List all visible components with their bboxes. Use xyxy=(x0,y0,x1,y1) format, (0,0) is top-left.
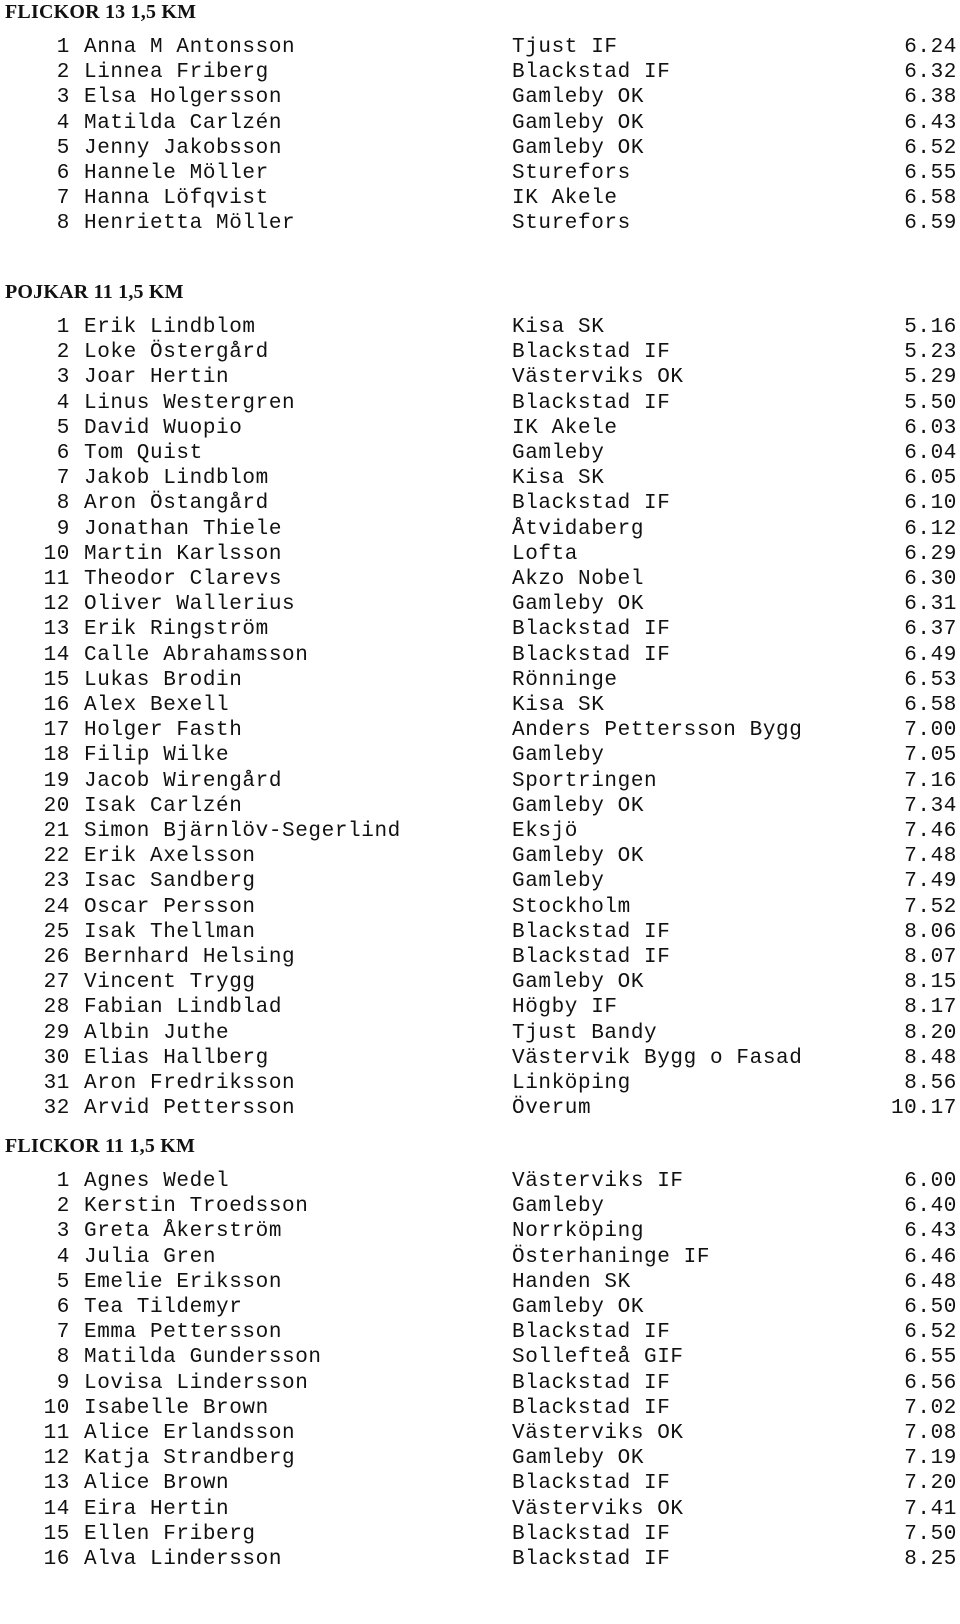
result-time: 6.50 xyxy=(904,1296,957,1319)
result-row xyxy=(0,1345,960,1371)
result-time: 6.05 xyxy=(904,467,957,491)
result-time: 5.50 xyxy=(904,391,957,415)
result-name: Vincent Trygg xyxy=(84,971,256,995)
result-time: 8.20 xyxy=(904,1021,957,1045)
result-rank: 1 xyxy=(56,1170,70,1193)
section-title: FLICKOR 11 1,5 KM xyxy=(5,1135,196,1157)
result-row xyxy=(0,743,960,769)
result-row xyxy=(0,35,960,61)
result-name: Jonathan Thiele xyxy=(84,517,283,541)
result-club: Österhaninge IF xyxy=(512,1245,711,1269)
result-club: Gamleby xyxy=(512,442,605,465)
result-row xyxy=(0,1071,960,1097)
result-name: Loke Östergård xyxy=(84,341,269,365)
result-club: Blackstad IF xyxy=(512,1396,671,1420)
result-name: Eira Hertin xyxy=(84,1497,230,1521)
result-name: David Wuopio xyxy=(84,416,243,440)
result-time: 7.46 xyxy=(904,820,957,843)
result-name: Emelie Eriksson xyxy=(84,1270,283,1294)
result-row xyxy=(0,592,960,618)
result-row xyxy=(0,844,960,870)
result-rank: 4 xyxy=(56,111,70,135)
result-time: 6.37 xyxy=(904,618,957,642)
result-club: Gamleby OK xyxy=(512,971,645,995)
result-name: Julia Gren xyxy=(84,1245,217,1269)
result-name: Joar Hertin xyxy=(84,366,230,390)
result-rank: 19 xyxy=(43,769,70,793)
result-club: Blackstad IF xyxy=(512,920,671,944)
result-rank: 3 xyxy=(56,366,70,390)
result-rank: 20 xyxy=(43,794,70,818)
result-club: Gamleby OK xyxy=(512,136,645,160)
result-name: Tea Tildemyr xyxy=(84,1296,243,1319)
result-rank: 15 xyxy=(43,1522,70,1546)
result-row xyxy=(0,85,960,111)
result-rank: 28 xyxy=(43,996,70,1020)
result-club: Västervik Bygg o Fasad xyxy=(512,1046,803,1070)
result-rank: 2 xyxy=(56,61,70,85)
result-name: Linnea Friberg xyxy=(84,61,269,85)
result-time: 7.49 xyxy=(904,870,957,894)
result-club: Kisa SK xyxy=(512,467,605,491)
result-club: Gamleby OK xyxy=(512,593,645,617)
result-club: Kisa SK xyxy=(512,316,605,339)
result-club: Blackstad IF xyxy=(512,643,671,667)
result-row xyxy=(0,718,960,744)
result-rank: 8 xyxy=(56,492,70,516)
result-time: 6.38 xyxy=(904,86,957,110)
result-row xyxy=(0,617,960,643)
result-name: Isak Thellman xyxy=(84,920,256,944)
result-name: Alice Erlandsson xyxy=(84,1422,296,1445)
result-rank: 13 xyxy=(43,1472,70,1496)
result-club: Åtvidaberg xyxy=(512,517,645,541)
result-time: 7.02 xyxy=(904,1396,957,1420)
section-title: FLICKOR 13 1,5 KM xyxy=(5,1,197,23)
result-rank: 14 xyxy=(43,643,70,667)
result-name: Kerstin Troedsson xyxy=(84,1195,309,1219)
result-time: 6.46 xyxy=(904,1245,957,1269)
result-name: Erik Lindblom xyxy=(84,316,256,339)
result-rank: 1 xyxy=(56,36,70,59)
result-row xyxy=(0,1046,960,1072)
result-club: Gamleby OK xyxy=(512,1296,645,1319)
result-time: 7.00 xyxy=(904,719,957,743)
result-row xyxy=(0,1219,960,1245)
result-rank: 26 xyxy=(43,946,70,969)
result-time: 6.55 xyxy=(904,162,957,185)
result-time: 6.58 xyxy=(904,694,957,717)
result-row xyxy=(0,1096,960,1122)
result-row xyxy=(0,186,960,212)
result-name: Jenny Jakobsson xyxy=(84,136,283,160)
result-name: Alex Bexell xyxy=(84,694,230,717)
section-title: POJKAR 11 1,5 KM xyxy=(5,281,184,303)
result-rank: 5 xyxy=(56,136,70,160)
result-club: Kisa SK xyxy=(512,694,605,717)
result-rank: 12 xyxy=(43,593,70,617)
result-club: Blackstad IF xyxy=(512,1522,671,1546)
result-club: Akzo Nobel xyxy=(512,568,645,591)
result-time: 7.34 xyxy=(904,794,957,818)
result-rank: 6 xyxy=(56,162,70,185)
result-rank: 32 xyxy=(43,1097,70,1121)
result-club: Västerviks OK xyxy=(512,1497,684,1521)
result-time: 7.08 xyxy=(904,1422,957,1445)
result-rank: 8 xyxy=(56,1346,70,1370)
result-time: 6.52 xyxy=(904,136,957,160)
result-rank: 24 xyxy=(43,895,70,919)
result-name: Holger Fasth xyxy=(84,719,243,743)
result-row xyxy=(0,365,960,391)
result-name: Erik Axelsson xyxy=(84,845,256,869)
result-rank: 31 xyxy=(43,1072,70,1095)
result-row xyxy=(0,1547,960,1573)
result-club: Blackstad IF xyxy=(512,61,671,85)
result-rank: 7 xyxy=(56,1321,70,1345)
result-row xyxy=(0,970,960,996)
result-name: Anna M Antonsson xyxy=(84,36,296,59)
result-name: Fabian Lindblad xyxy=(84,996,283,1020)
result-name: Hanna Löfqvist xyxy=(84,187,269,211)
result-time: 6.53 xyxy=(904,668,957,692)
result-rank: 3 xyxy=(56,86,70,110)
result-name: Albin Juthe xyxy=(84,1021,230,1045)
result-rank: 16 xyxy=(43,694,70,717)
result-name: Theodor Clarevs xyxy=(84,568,283,591)
result-rank: 29 xyxy=(43,1021,70,1045)
result-club: Tjust Bandy xyxy=(512,1021,658,1045)
result-row xyxy=(0,340,960,366)
result-club: Gamleby OK xyxy=(512,1447,645,1471)
result-rank: 7 xyxy=(56,187,70,211)
result-time: 6.10 xyxy=(904,492,957,516)
result-rank: 1 xyxy=(56,316,70,339)
result-name: Aron Fredriksson xyxy=(84,1072,296,1095)
result-row xyxy=(0,111,960,137)
result-club: Överum xyxy=(512,1097,592,1121)
result-time: 6.32 xyxy=(904,61,957,85)
result-time: 6.55 xyxy=(904,1346,957,1370)
result-name: Aron Östangård xyxy=(84,492,269,516)
result-club: Blackstad IF xyxy=(512,1548,671,1571)
result-club: Blackstad IF xyxy=(512,492,671,516)
result-name: Greta Åkerström xyxy=(84,1220,283,1244)
result-time: 6.40 xyxy=(904,1195,957,1219)
result-time: 6.48 xyxy=(904,1270,957,1294)
result-rank: 15 xyxy=(43,668,70,692)
result-name: Filip Wilke xyxy=(84,744,230,768)
result-row xyxy=(0,794,960,820)
result-name: Bernhard Helsing xyxy=(84,946,296,969)
result-name: Tom Quist xyxy=(84,442,203,465)
result-club: Anders Pettersson Bygg xyxy=(512,719,803,743)
result-rank: 30 xyxy=(43,1046,70,1070)
result-club: Blackstad IF xyxy=(512,1321,671,1345)
result-time: 6.30 xyxy=(904,568,957,591)
result-club: Gamleby OK xyxy=(512,111,645,135)
result-row xyxy=(0,441,960,467)
result-time: 7.19 xyxy=(904,1447,957,1471)
result-rank: 10 xyxy=(43,1396,70,1420)
result-name: Arvid Pettersson xyxy=(84,1097,296,1121)
result-club: Sturefors xyxy=(512,212,631,236)
result-rank: 16 xyxy=(43,1548,70,1571)
result-row xyxy=(0,769,960,795)
result-time: 6.04 xyxy=(904,442,957,465)
result-club: Blackstad IF xyxy=(512,618,671,642)
result-rank: 3 xyxy=(56,1220,70,1244)
result-row xyxy=(0,542,960,568)
result-row xyxy=(0,1270,960,1296)
result-time: 8.06 xyxy=(904,920,957,944)
result-row xyxy=(0,391,960,417)
result-club: Västerviks IF xyxy=(512,1170,684,1193)
result-row xyxy=(0,1497,960,1523)
result-time: 8.17 xyxy=(904,996,957,1020)
result-row xyxy=(0,1421,960,1447)
result-name: Erik Ringström xyxy=(84,618,269,642)
result-club: Högby IF xyxy=(512,996,618,1020)
result-time: 6.58 xyxy=(904,187,957,211)
result-time: 6.43 xyxy=(904,1220,957,1244)
result-row xyxy=(0,819,960,845)
result-row xyxy=(0,1295,960,1321)
result-row xyxy=(0,416,960,442)
result-time: 7.41 xyxy=(904,1497,957,1521)
result-rank: 22 xyxy=(43,845,70,869)
result-club: Gamleby xyxy=(512,870,605,894)
result-row xyxy=(0,1245,960,1271)
result-time: 7.16 xyxy=(904,769,957,793)
result-time: 7.05 xyxy=(904,744,957,768)
result-row xyxy=(0,895,960,921)
result-rank: 6 xyxy=(56,1296,70,1319)
result-club: Gamleby xyxy=(512,744,605,768)
result-club: Lofta xyxy=(512,542,579,566)
result-time: 6.52 xyxy=(904,1321,957,1345)
result-club: Gamleby xyxy=(512,1195,605,1219)
result-rank: 14 xyxy=(43,1497,70,1521)
result-row xyxy=(0,1194,960,1220)
result-row xyxy=(0,1446,960,1472)
result-club: Sportringen xyxy=(512,769,658,793)
result-time: 6.29 xyxy=(904,542,957,566)
result-time: 8.25 xyxy=(904,1548,957,1571)
result-club: Sollefteå GIF xyxy=(512,1346,684,1370)
result-row xyxy=(0,693,960,719)
result-row xyxy=(0,995,960,1021)
result-row xyxy=(0,1169,960,1195)
result-rank: 9 xyxy=(56,1371,70,1395)
result-rank: 5 xyxy=(56,1270,70,1294)
result-row xyxy=(0,1522,960,1548)
result-time: 7.20 xyxy=(904,1472,957,1496)
result-club: Västerviks OK xyxy=(512,366,684,390)
result-rank: 8 xyxy=(56,212,70,236)
result-rank: 9 xyxy=(56,517,70,541)
result-name: Matilda Carlzén xyxy=(84,111,283,135)
result-rank: 10 xyxy=(43,542,70,566)
result-row xyxy=(0,161,960,187)
result-name: Jakob Lindblom xyxy=(84,467,269,491)
result-rank: 12 xyxy=(43,1447,70,1471)
result-rank: 27 xyxy=(43,971,70,995)
result-row xyxy=(0,60,960,86)
result-time: 8.56 xyxy=(904,1072,957,1095)
result-row xyxy=(0,643,960,669)
result-rank: 5 xyxy=(56,416,70,440)
result-club: Sturefors xyxy=(512,162,631,185)
result-club: Linköping xyxy=(512,1072,631,1095)
result-name: Agnes Wedel xyxy=(84,1170,230,1193)
result-name: Oscar Persson xyxy=(84,895,256,919)
result-club: Tjust IF xyxy=(512,36,618,59)
result-rank: 7 xyxy=(56,467,70,491)
result-rank: 4 xyxy=(56,1245,70,1269)
result-name: Lovisa Lindersson xyxy=(84,1371,309,1395)
result-club: Eksjö xyxy=(512,820,579,843)
result-time: 6.03 xyxy=(904,416,957,440)
result-row xyxy=(0,466,960,492)
result-name: Elias Hallberg xyxy=(84,1046,269,1070)
result-club: Blackstad IF xyxy=(512,1371,671,1395)
result-name: Katja Strandberg xyxy=(84,1447,296,1471)
result-time: 7.48 xyxy=(904,845,957,869)
result-time: 8.48 xyxy=(904,1046,957,1070)
result-row xyxy=(0,315,960,341)
result-row xyxy=(0,1396,960,1422)
result-club: Norrköping xyxy=(512,1220,645,1244)
result-name: Alva Lindersson xyxy=(84,1548,283,1571)
result-club: Gamleby OK xyxy=(512,845,645,869)
result-time: 6.43 xyxy=(904,111,957,135)
result-rank: 23 xyxy=(43,870,70,894)
result-club: Stockholm xyxy=(512,895,631,919)
result-name: Simon Bjärnlöv-Segerlind xyxy=(84,820,401,843)
result-row xyxy=(0,920,960,946)
result-rank: 11 xyxy=(43,568,70,591)
result-rank: 2 xyxy=(56,341,70,365)
result-time: 5.23 xyxy=(904,341,957,365)
result-time: 10.17 xyxy=(890,1097,957,1121)
result-row xyxy=(0,136,960,162)
result-name: Isabelle Brown xyxy=(84,1396,269,1420)
result-row xyxy=(0,1371,960,1397)
result-time: 6.49 xyxy=(904,643,957,667)
result-time: 8.15 xyxy=(904,971,957,995)
result-row xyxy=(0,1471,960,1497)
result-time: 6.56 xyxy=(904,1371,957,1395)
result-name: Elsa Holgersson xyxy=(84,86,283,110)
result-name: Emma Pettersson xyxy=(84,1321,283,1345)
result-club: Blackstad IF xyxy=(512,1472,671,1496)
result-time: 6.00 xyxy=(904,1170,957,1193)
result-time: 7.50 xyxy=(904,1522,957,1546)
result-name: Isac Sandberg xyxy=(84,870,256,894)
result-rank: 13 xyxy=(43,618,70,642)
result-club: Blackstad IF xyxy=(512,391,671,415)
result-time: 5.16 xyxy=(904,316,957,339)
result-rank: 2 xyxy=(56,1195,70,1219)
result-name: Ellen Friberg xyxy=(84,1522,256,1546)
result-club: IK Akele xyxy=(512,187,618,211)
result-row xyxy=(0,945,960,971)
result-rank: 21 xyxy=(43,820,70,843)
result-club: Västerviks OK xyxy=(512,1422,684,1445)
result-rank: 25 xyxy=(43,920,70,944)
result-club: Blackstad IF xyxy=(512,946,671,969)
result-name: Matilda Gundersson xyxy=(84,1346,322,1370)
result-club: Blackstad IF xyxy=(512,341,671,365)
result-name: Martin Karlsson xyxy=(84,542,283,566)
result-time: 6.24 xyxy=(904,36,957,59)
result-row xyxy=(0,869,960,895)
result-name: Lukas Brodin xyxy=(84,668,243,692)
result-time: 6.12 xyxy=(904,517,957,541)
result-club: Rönninge xyxy=(512,668,618,692)
result-name: Linus Westergren xyxy=(84,391,296,415)
result-name: Hannele Möller xyxy=(84,162,269,185)
result-row xyxy=(0,1320,960,1346)
result-time: 8.07 xyxy=(904,946,957,969)
result-rank: 6 xyxy=(56,442,70,465)
result-time: 6.59 xyxy=(904,212,957,236)
result-name: Jacob Wirengård xyxy=(84,769,283,793)
result-club: IK Akele xyxy=(512,416,618,440)
result-club: Handen SK xyxy=(512,1270,631,1294)
result-row xyxy=(0,211,960,237)
result-club: Gamleby OK xyxy=(512,86,645,110)
result-row xyxy=(0,491,960,517)
result-name: Alice Brown xyxy=(84,1472,230,1496)
result-time: 6.31 xyxy=(904,593,957,617)
result-rank: 11 xyxy=(43,1422,70,1445)
result-row xyxy=(0,668,960,694)
result-time: 5.29 xyxy=(904,366,957,390)
result-name: Isak Carlzén xyxy=(84,794,243,818)
result-row xyxy=(0,567,960,593)
result-row xyxy=(0,517,960,543)
result-time: 7.52 xyxy=(904,895,957,919)
result-name: Henrietta Möller xyxy=(84,212,296,236)
result-rank: 4 xyxy=(56,391,70,415)
result-name: Oliver Wallerius xyxy=(84,593,296,617)
result-rank: 18 xyxy=(43,744,70,768)
result-rank: 17 xyxy=(43,719,70,743)
result-name: Calle Abrahamsson xyxy=(84,643,309,667)
result-row xyxy=(0,1021,960,1047)
result-club: Gamleby OK xyxy=(512,794,645,818)
